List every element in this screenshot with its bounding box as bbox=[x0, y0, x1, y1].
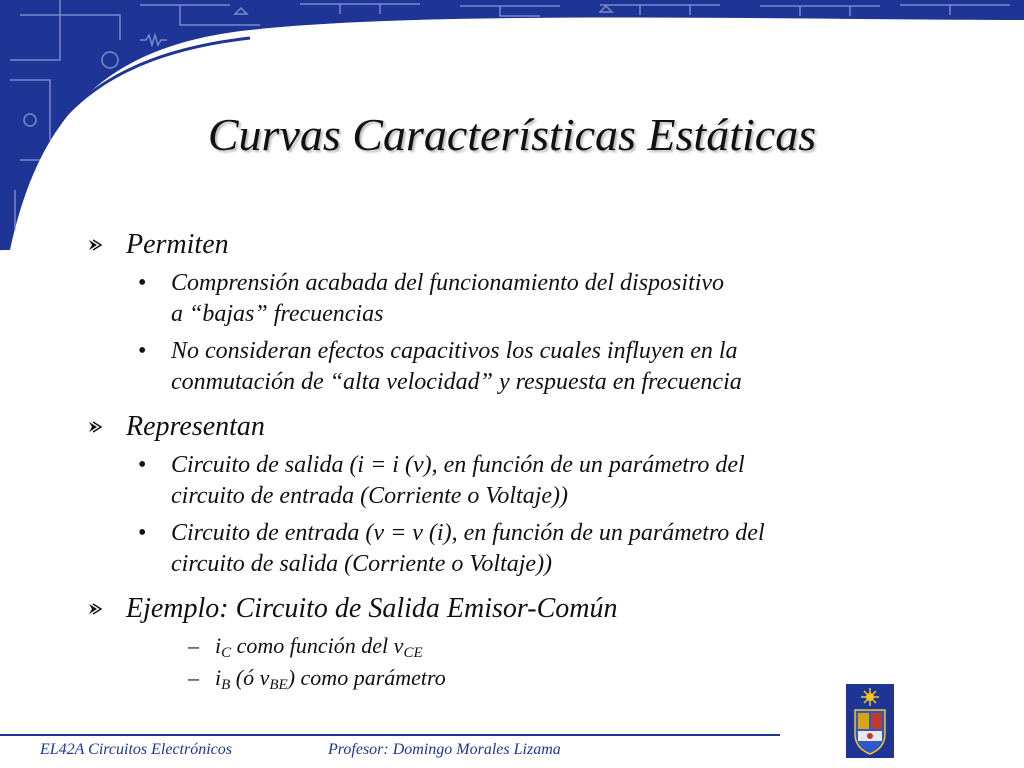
symbol-text: i bbox=[215, 665, 222, 690]
list-item-line: a “bajas” frecuencias bbox=[171, 301, 384, 327]
list-item bbox=[88, 450, 908, 512]
symbol-text: i bbox=[215, 633, 222, 658]
list-item bbox=[88, 268, 908, 330]
dash-icon: – bbox=[188, 665, 199, 690]
university-emblem bbox=[846, 684, 894, 758]
slide-title: Curvas Características Estáticas bbox=[207, 109, 817, 160]
list-item bbox=[88, 518, 908, 580]
symbol-subscript: BE bbox=[269, 677, 288, 693]
symbol-subscript: B bbox=[221, 677, 231, 693]
section-ejemplo bbox=[88, 592, 908, 626]
list-item-line: No consideran efectos capacitivos los cuales influyen en la bbox=[171, 338, 738, 364]
footer-divider bbox=[0, 734, 780, 736]
list-item-line: circuito de salida (Corriente o Voltaje)) bbox=[171, 551, 553, 577]
bullet-icon: • bbox=[138, 270, 147, 296]
symbol-text: ) como parámetro bbox=[287, 665, 446, 690]
list-item-line: Circuito de salida (i = i (v), en función de un parámetro del bbox=[171, 452, 745, 478]
list-item bbox=[88, 336, 908, 398]
dash-icon: – bbox=[188, 633, 199, 658]
symbol-subscript: C bbox=[221, 645, 232, 661]
slide-content bbox=[88, 228, 908, 694]
arrowhead-icon bbox=[88, 238, 102, 252]
bullet-icon: • bbox=[138, 520, 147, 546]
sub-list-item bbox=[88, 662, 908, 694]
footer-course: EL42A Circuitos Electrónicos bbox=[40, 741, 232, 758]
list-item-line: Circuito de entrada (v = v (i), en función de un parámetro del bbox=[171, 520, 765, 546]
section-heading: Representan bbox=[126, 411, 265, 442]
arrowhead-icon bbox=[88, 602, 102, 616]
symbol-text: como función del v bbox=[231, 633, 404, 658]
symbol-subscript: CE bbox=[403, 645, 423, 661]
list-item-line: conmutación de “alta velocidad” y respuesta en frecuencia bbox=[171, 369, 742, 395]
section-permiten bbox=[88, 228, 908, 262]
section-heading: Ejemplo: Circuito de Salida Emisor-Común bbox=[126, 593, 618, 624]
section-representan bbox=[88, 410, 908, 444]
bullet-icon: • bbox=[138, 452, 147, 478]
bullet-icon: • bbox=[138, 338, 147, 364]
list-item-line: Comprensión acabada del funcionamiento del dispositivo bbox=[171, 270, 725, 296]
section-heading: Permiten bbox=[126, 229, 229, 260]
list-item-line: circuito de entrada (Corriente o Voltaje)) bbox=[171, 483, 569, 509]
symbol-text: (ó v bbox=[230, 665, 270, 690]
sub-list-item bbox=[88, 630, 908, 662]
footer-professor: Profesor: Domingo Morales Lizama bbox=[328, 741, 561, 758]
arrowhead-icon bbox=[88, 420, 102, 434]
